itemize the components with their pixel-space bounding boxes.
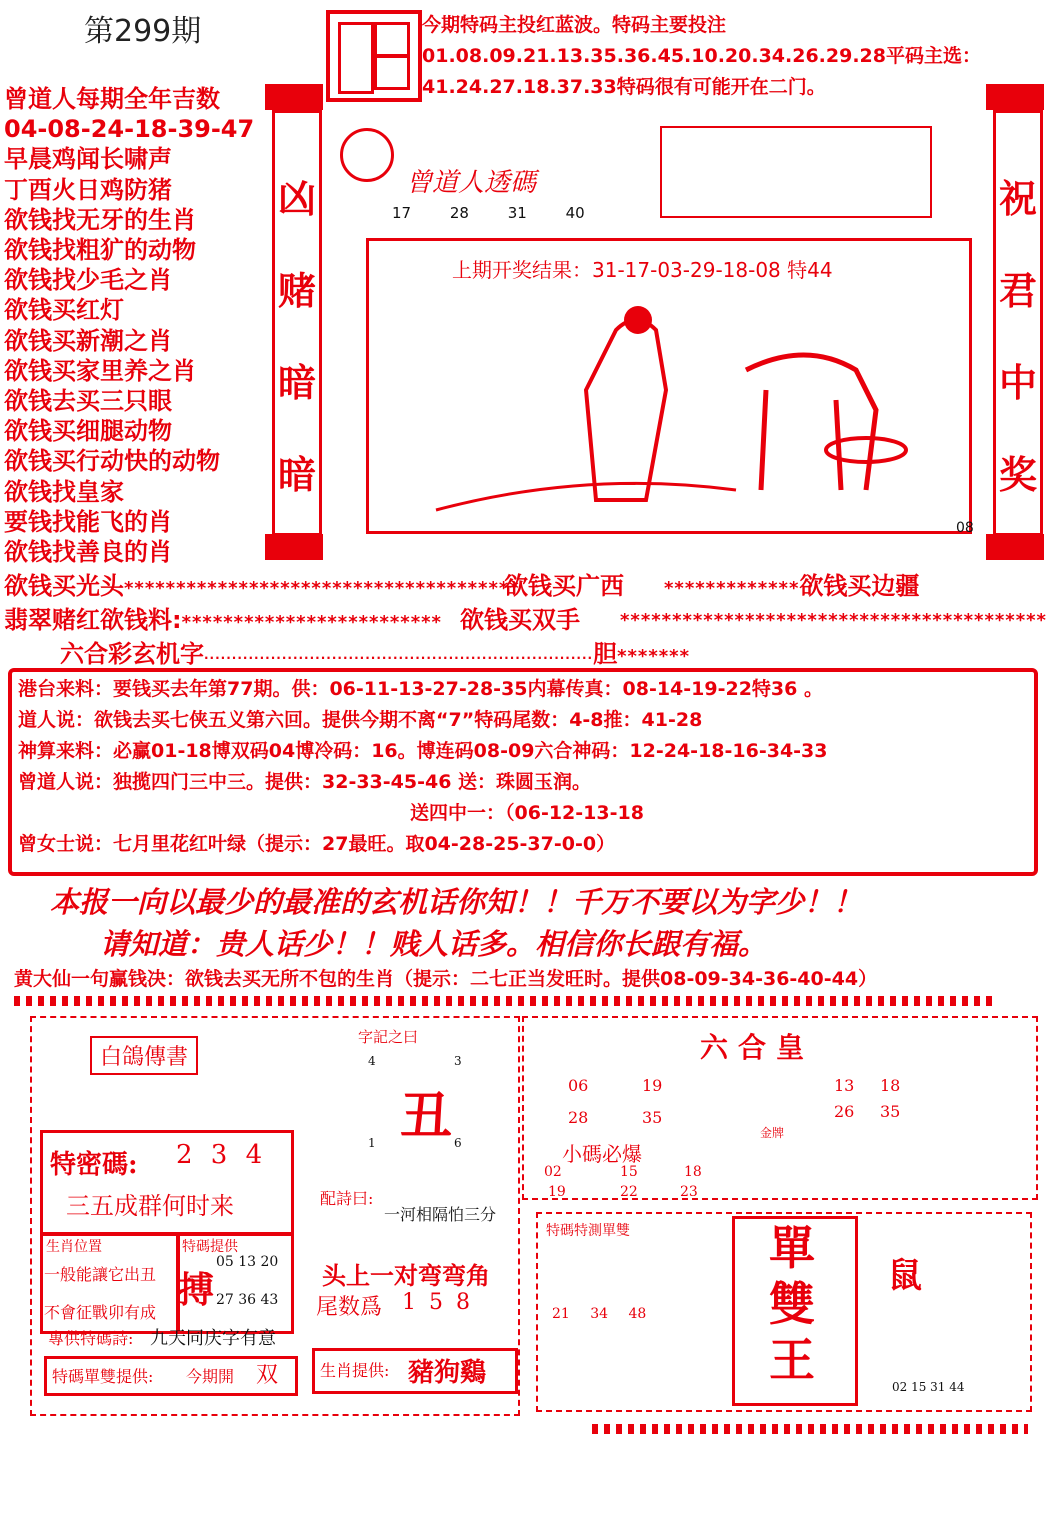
char-title: 字記之曰 (358, 1028, 419, 1046)
gold-label: 金牌 (760, 1126, 785, 1140)
left-line: 04-08-24-18-39-47 (4, 115, 255, 144)
left-line: 欲钱找皇家 (4, 477, 124, 506)
big-chars (764, 1220, 820, 1388)
issue-number: 第299期 (84, 14, 202, 49)
small-num: 15 (620, 1164, 638, 1180)
info-line: 曾女士说：七月里花红叶绿（提示：27最旺。取04-28-25-37-0-0） (18, 833, 616, 855)
poem-1: 三五成群何时来 (66, 1192, 234, 1220)
huang-daxian: 黄大仙一句赢钱决：欲钱去买无所不包的生肖（提示：二七正当发旺时。提供08-09-34-36-40-44） (14, 968, 878, 990)
left-column (4, 84, 266, 567)
right-char: 鼠 (888, 1256, 922, 1296)
ask-text: 胆 (593, 640, 618, 668)
ask-line-3: 六合彩玄机字······································································胆******* (60, 640, 691, 668)
scroll-char: 暗 (277, 453, 316, 497)
special-poem-label: 專供特碼詩: (48, 1329, 134, 1348)
scroll-char: 奖 (998, 453, 1037, 497)
ask-line-1c: *************欲钱买边疆 (664, 572, 920, 600)
decorative-border (14, 996, 998, 1006)
bo-char: 搏 (178, 1269, 215, 1311)
b-num: 13 (834, 1076, 855, 1095)
left-line: 欲钱找善良的肖 (4, 538, 172, 567)
big-char: 單 (769, 1221, 815, 1275)
b-num: 35 (642, 1108, 663, 1127)
box-a-title: 白鴿傳書 (90, 1036, 198, 1075)
decorative-border (592, 1424, 1028, 1434)
slogan-2: 请知道：贵人话少！！贱人话多。相信你长跟有福。 (100, 927, 768, 961)
box-danshuang (536, 1212, 1032, 1412)
small-num: 23 (680, 1184, 698, 1200)
special-poem: 九天同庆字有意 (150, 1328, 276, 1349)
b-num: 28 (568, 1108, 589, 1127)
bo-label: 特碼提供 (182, 1239, 238, 1255)
left-line: 要钱找能飞的肖 (4, 507, 172, 536)
zodiac-line2: 不會征戰卯有成 (44, 1303, 157, 1322)
single-label: 特碼單雙提供: (52, 1367, 154, 1386)
big-char: 王 (769, 1333, 815, 1387)
box-baige (30, 1016, 520, 1416)
scroll-char: 君 (998, 269, 1037, 313)
left-line: 欲钱买新潮之肖 (4, 326, 172, 355)
scroll-cap (265, 534, 323, 560)
big-char: 丑 (400, 1086, 453, 1147)
bo-nums1: 05 13 20 (216, 1254, 279, 1270)
box-b-title: 六合皇 (700, 1031, 815, 1064)
ask-text: 六合彩玄机字 (60, 640, 204, 668)
zodiac-line1: 一般能讓它出丑 (44, 1265, 157, 1284)
left-line: 欲钱找粗犷的动物 (4, 236, 196, 265)
corner-num: 3 (454, 1054, 462, 1068)
corner-num: 6 (454, 1136, 462, 1150)
ask-line-2: 翡翠赌红欲钱料:************************* (4, 606, 442, 634)
left-line: 曾道人每期全年吉数 (4, 85, 220, 113)
c-nums: 21 34 48 (552, 1306, 647, 1322)
left-line: 丁酉火日鸡防猪 (4, 175, 172, 204)
scroll-char: 祝 (998, 177, 1037, 221)
te-label: 特密碼: (50, 1150, 138, 1180)
corner-num: 1 (368, 1136, 376, 1150)
single-val: 今期開 (186, 1367, 235, 1386)
b-num: 19 (642, 1076, 663, 1095)
ask-text: 欲钱买双手 (460, 606, 580, 634)
left-line: 欲钱买行动快的动物 (4, 447, 220, 476)
scroll-cap (986, 534, 1044, 560)
sx-val: 豬狗鷄 (408, 1358, 487, 1388)
picture-panel (356, 120, 972, 536)
horn-line: 头上一对弯弯角 (322, 1262, 490, 1290)
left-line: 欲钱找少毛之肖 (4, 266, 172, 295)
scroll-cap (265, 84, 323, 110)
ask-text: 翡翠赌红欲钱料: (4, 606, 182, 634)
bo-nums2: 27 36 43 (216, 1292, 279, 1308)
info-line: 送四中一：（06-12-13-18 (410, 802, 644, 824)
panel-caption: 曾道人透碼 (406, 168, 537, 198)
box-liuhehuang (522, 1016, 1038, 1200)
b-num: 26 (834, 1102, 855, 1121)
b-num: 06 (568, 1076, 589, 1095)
corner-num: 4 (368, 1054, 376, 1068)
slogan-1: 本报一向以最少的最准的玄机话你知！！千万不要以为字少！！ (50, 885, 863, 919)
box-c-title: 特碼特測單雙 (546, 1223, 630, 1239)
info-line: 道人说：欲钱去买七侠五义第六回。提供今期不离“7”特码尾数：4-8推：41-28 (18, 709, 703, 731)
tail-nums: 1 5 8 (402, 1290, 470, 1315)
big-char: 雙 (769, 1277, 815, 1331)
left-line: 欲钱买细腿动物 (4, 417, 172, 446)
ask-text: 欲钱买光头 (4, 572, 124, 600)
left-line: 欲钱买红灯 (4, 296, 124, 325)
small-num: 02 (544, 1164, 562, 1180)
scroll-char: 赌 (277, 269, 316, 313)
zodiac-label: 生肖位置 (46, 1239, 102, 1255)
small-num: 22 (620, 1184, 638, 1200)
scroll-cap (986, 84, 1044, 110)
small-label: 小碼必爆 (562, 1142, 642, 1166)
info-line: 曾道人说：独揽四门三中三。提供：32-33-45-46 送：珠圆玉润。 (18, 771, 592, 793)
seal-logo (326, 10, 422, 102)
left-line: 欲钱买家里养之肖 (4, 356, 196, 385)
poem-label: 配詩曰: (320, 1189, 374, 1208)
scroll-char: 中 (998, 361, 1037, 405)
info-line: 港台来料：要钱买去年第77期。供：06-11-13-27-28-35内幕传真：08-14-19-22特36 。 (18, 678, 823, 700)
last-result: 上期开奖结果：31-17-03-29-18-08 特44 (452, 258, 833, 282)
top-note: 今期特码主投红蓝波。特码主要投注01.08.09.21.13.35.36.45.10.20.34.26.29.28平码主选：41.24.27.18.37.33特码很有可能开在二门。 (422, 14, 981, 98)
figure-horse-illustration (416, 300, 936, 520)
scroll-char: 凶 (277, 177, 316, 221)
b-num: 18 (880, 1076, 901, 1095)
right-scroll (993, 110, 1043, 536)
info-line: 神算来料：必赢01-18博双码04博冷码：16。博连码08-09六合神码：12-24-18-16-34-33 (18, 740, 828, 762)
panel-numbers: 17 28 31 40 (392, 204, 585, 222)
scroll-char: 暗 (277, 361, 316, 405)
right-nums: 02 15 31 44 (892, 1380, 965, 1394)
small-num: 19 (548, 1184, 566, 1200)
tail-label: 尾数爲 (316, 1295, 383, 1320)
left-line: 欲钱去买三只眼 (4, 387, 172, 416)
single-pick: 双 (256, 1363, 279, 1388)
poem-text: 一河相隔怕三分 (384, 1205, 497, 1224)
te-nums: 2 3 4 (176, 1140, 263, 1170)
sx-label: 生肖提供: (320, 1361, 390, 1380)
left-scroll (272, 110, 322, 536)
ask-stars: ***************************************** (620, 610, 1047, 631)
info-text (18, 674, 1018, 860)
left-line: 早晨鸡闻长啸声 (4, 145, 172, 174)
ask-text: 欲钱买广西 (504, 572, 624, 600)
small-num: 18 (684, 1164, 702, 1180)
b-num: 35 (880, 1102, 901, 1121)
ask-line-1: 欲钱买光头************************************** (4, 572, 520, 600)
left-line: 欲钱找无牙的生肖 (4, 205, 196, 234)
panel-corner: 08 (956, 520, 974, 536)
ask-text: 欲钱买边疆 (799, 572, 920, 600)
